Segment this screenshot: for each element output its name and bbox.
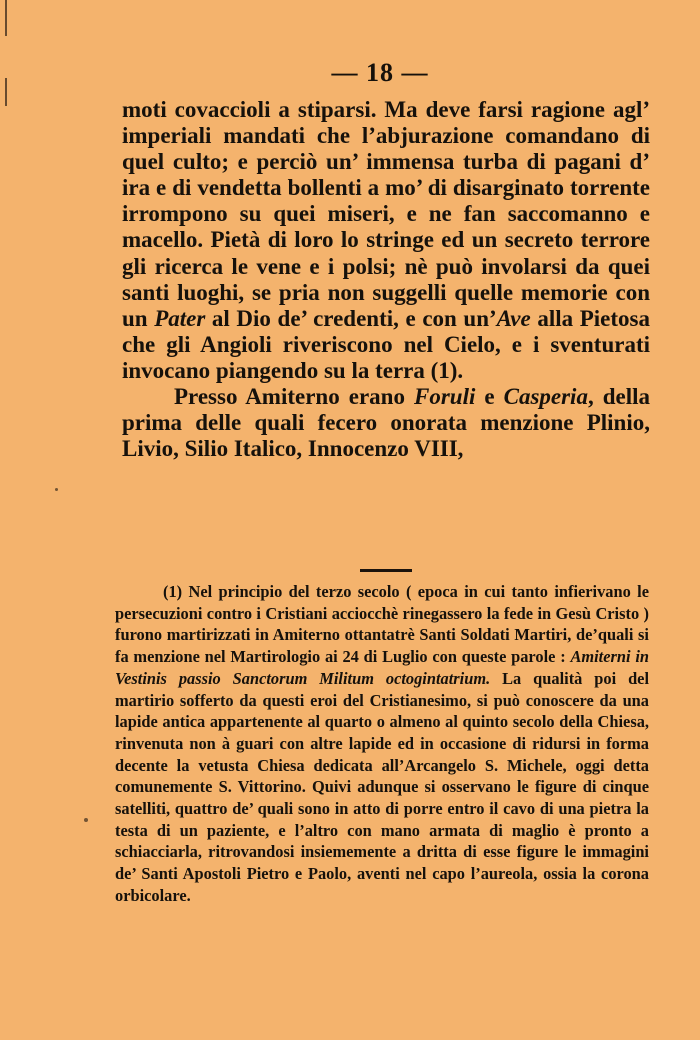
footnote bbox=[115, 581, 649, 907]
paragraph-2 bbox=[122, 384, 650, 462]
footnote-latin-quote: Amiterni in Vestinis passio Sanctorum Militum octogintatrium. bbox=[115, 647, 649, 688]
page-speck bbox=[55, 488, 58, 491]
page-edge-mark-middle bbox=[5, 78, 7, 106]
paragraph-2-text-b: e bbox=[475, 384, 504, 410]
paragraph-1-text-a: moti covaccioli a stiparsi. Ma deve farsi ragione agl’ imperiali mandati che l’abjurazione comandano di quel culto; e perciò un’ immensa turba di pagani d’ ira e di vendetta bollenti a mo’ di disarginato torrente irrompono su quei miseri, e ne fan saccomanno e macello. Pietà di loro lo stringe ed un secreto terrore gli ricerca le vene e i polsi; nè può involarsi da quei santi luoghi, se pria non suggelli quelle memorie con un bbox=[122, 97, 650, 331]
page-speck bbox=[84, 818, 88, 822]
footnote-text-b: La qualità poi del martirio sofferto da questi eroi del Cristianesimo, si può conoscere da una lapide antica appartenente al quarto o almeno al quinto secolo della Chiesa, rinvenuta non à guari con altre lapide ed in occasione di ridursi in forma decente la vetusta Chiesa dedicata all’Arcangelo S. Michele, oggi detta comunemente S. Vittorino. Quivi adunque si osservano le figure di cinque satelliti, quattro de’ quali sono in atto di porre entro il cavo di una pietra la testa di un paziente, e l’altro con mano armata di maglio è pronto a schiacciarla, ritrovandosi insiememente a dritta di esse figure le immagini de’ Santi Apostoli Pietro e Paolo, aventi nel capo l’aureola, ossia la corona orbicolare. bbox=[115, 668, 650, 905]
paragraph-1-text-b: al Dio de’ credenti, e con un’ bbox=[205, 305, 497, 331]
page-edge-mark-top bbox=[5, 0, 7, 36]
footnote-text-a: Nel principio del terzo secolo ( epoca in cui tanto infierivano le persecuzioni contro i Cristiani acciocchè rinegassero la fede in Gesù Cristo ) furono martirizzati in Amiterno ottantatrè Santi Soldati Martiri, de’quali si fa menzione nel Martirologio ai 24 di Luglio con queste parole : bbox=[115, 582, 649, 667]
footnote-separator bbox=[360, 569, 412, 572]
ave-italic: Ave bbox=[496, 305, 531, 331]
main-text bbox=[122, 97, 650, 462]
paragraph-1-text-c: alla Pietosa che gli Angioli riveriscono nel Cielo, e i sventurati invocano piangendo su la terra (1). bbox=[122, 305, 650, 383]
casperia-italic: Casperia bbox=[503, 384, 588, 410]
paragraph-2-text-c: , della prima delle quali fecero onorata menzione Plinio, Livio, Silio Italico, Innocenzo VIII, bbox=[122, 384, 651, 462]
pater-italic: Pater bbox=[154, 305, 206, 331]
paragraph-2-text-a: Presso Amiterno erano bbox=[174, 384, 414, 410]
paragraph-1 bbox=[122, 97, 650, 384]
footnote-mark: (1) bbox=[163, 582, 183, 601]
page-number: — 18 — bbox=[331, 58, 429, 87]
foruli-italic: Foruli bbox=[413, 384, 476, 410]
footnote-paragraph bbox=[115, 581, 649, 907]
